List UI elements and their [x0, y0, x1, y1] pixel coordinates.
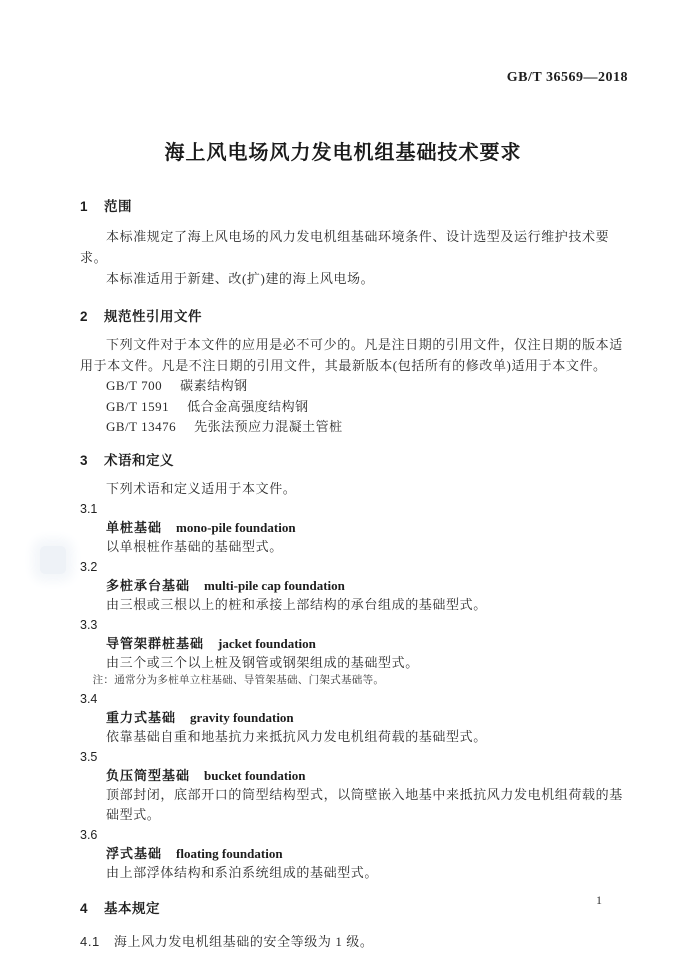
term-name-zh: 浮式基础	[106, 845, 163, 861]
term-definition: 以单根桩作基础的基础型式。	[106, 538, 283, 554]
term-name-zh: 重力式基础	[106, 709, 177, 725]
page-number: 1	[596, 893, 602, 907]
term-definition: 由三个或三个以上桩及钢管或钢架组成的基础型式。	[106, 654, 419, 670]
term-title	[80, 634, 628, 653]
section-4-heading	[80, 897, 628, 917]
section-3-number: 3	[80, 452, 89, 468]
term-name-zh: 导管架群桩基础	[106, 635, 205, 651]
term-definition: 依靠基础自重和地基抗力来抵抗风力发电机组荷载的基础型式。	[106, 728, 487, 744]
section-1-number: 1	[80, 199, 89, 214]
normative-reference	[80, 417, 628, 438]
term-number: 3.3	[80, 617, 98, 632]
clause-4-1-text: 海上风力发电机组基础的安全等级为 1 级。	[113, 933, 374, 949]
term-name-en: mono-pile foundation	[176, 519, 296, 535]
term-name-zh: 单桩基础	[106, 519, 163, 535]
normative-reference	[80, 376, 628, 397]
term-title	[80, 518, 628, 537]
document-title: 海上风电场风力发电机组基础技术要求	[164, 142, 522, 164]
reference-name: 碳素结构钢	[180, 378, 248, 393]
reference-name: 先张法预应力混凝土管桩	[194, 419, 343, 434]
term-note: 注：通常分为多桩单立柱基础、导管架基础、门架式基础等。	[92, 674, 385, 686]
term-name-zh: 负压筒型基础	[106, 767, 191, 783]
term-definition: 顶部封闭，底部开口的筒型结构型式，以筒壁嵌入地基中来抵抗风力发电机组荷载的基础型式。	[106, 786, 623, 822]
term-title	[80, 708, 628, 727]
scan-artifact	[40, 546, 66, 574]
reference-name: 低合金高强度结构钢	[187, 398, 309, 414]
term-name-en: floating foundation	[176, 845, 283, 861]
term-title	[80, 766, 628, 785]
section-1-heading	[80, 195, 628, 215]
term-name-en: bucket foundation	[204, 767, 306, 783]
term-number: 3.2	[80, 559, 98, 574]
term-definition: 由上部浮体结构和系泊系统组成的基础型式。	[106, 864, 379, 880]
section-2-paragraph-1: 下列文件对于本文件的应用是必不可少的。凡是注日期的引用文件，仅注日期的版本适用于本文件。凡是不注日期的引用文件，其最新版本(包括所有的修改单)适用于本文件。	[80, 337, 623, 373]
section-1-paragraph-2: 本标准适用于新建、改(扩)建的海上风电场。	[106, 271, 375, 286]
term-number: 3.4	[80, 691, 98, 706]
term-number: 3.6	[80, 827, 98, 842]
term-name-en: multi-pile cap foundation	[204, 577, 345, 593]
term-number: 3.1	[80, 501, 98, 516]
document-body	[80, 0, 628, 952]
reference-code: GB/T 700	[106, 378, 163, 393]
section-3-intro: 下列术语和定义适用于本文件。	[106, 480, 297, 496]
section-1-title: 范围	[104, 199, 133, 214]
normative-reference	[80, 397, 628, 418]
section-3-title: 术语和定义	[104, 452, 175, 468]
clause-4-1-number: 4.1	[80, 933, 100, 949]
section-2-heading	[80, 305, 628, 325]
reference-code: GB/T 1591	[106, 398, 170, 414]
section-2-number: 2	[80, 309, 89, 324]
section-4-number: 4	[80, 900, 89, 916]
term-name-en: gravity foundation	[190, 709, 294, 725]
term-name-zh: 多桩承台基础	[106, 577, 191, 593]
standard-code: GB/T 36569—2018	[506, 70, 628, 85]
section-3-heading	[80, 449, 628, 469]
reference-code: GB/T 13476	[106, 419, 177, 434]
term-title	[80, 844, 628, 863]
term-definition: 由三根或三根以上的桩和承接上部结构的承台组成的基础型式。	[106, 596, 487, 612]
term-name-en: jacket foundation	[218, 635, 316, 651]
section-4-title: 基本规定	[104, 900, 161, 916]
term-number: 3.5	[80, 749, 98, 764]
section-2-title: 规范性引用文件	[104, 309, 203, 324]
term-title	[80, 576, 628, 595]
section-1-paragraph-1: 本标准规定了海上风电场的风力发电机组基础环境条件、设计选型及运行维护技术要求。	[80, 229, 610, 265]
clause-4-1	[80, 931, 628, 952]
